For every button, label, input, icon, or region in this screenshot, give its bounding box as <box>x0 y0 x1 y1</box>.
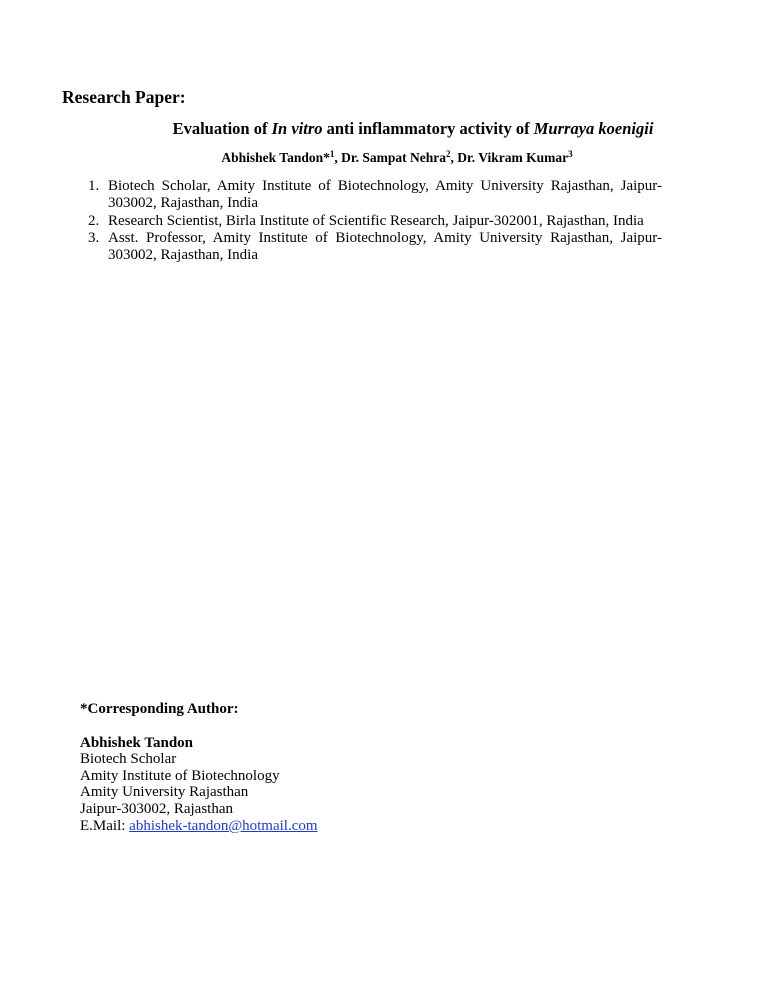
title-middle: anti inflammatory activity of <box>322 119 534 138</box>
author-separator: , <box>334 150 342 165</box>
affiliation-list <box>88 178 662 264</box>
author-list <box>0 149 768 167</box>
title-italic-species: Murraya koenigii <box>533 119 654 138</box>
paper-title-line <box>173 119 654 139</box>
email-label: E.Mail: <box>80 817 130 834</box>
corresponding-author-email-line <box>80 818 318 835</box>
paper-type-label: Research Paper: <box>62 87 186 107</box>
title-italic-in-vitro: In vitro <box>271 119 323 138</box>
affiliation-number: 3. <box>88 229 100 246</box>
affiliation-item <box>88 230 662 265</box>
title-prefix: Evaluation of <box>172 119 272 138</box>
author-separator: , <box>450 150 458 165</box>
corresponding-author-heading: *Corresponding Author: <box>80 701 239 717</box>
author-affiliation-mark: 1 <box>329 149 335 159</box>
author-affiliation-mark: 2 <box>445 149 451 159</box>
affiliation-number: 2. <box>88 212 100 229</box>
author-name: Dr. Sampat Nehra <box>341 150 446 165</box>
author-name: Abhishek Tandon* <box>221 150 330 165</box>
author-name: Dr. Vikram Kumar <box>457 150 569 165</box>
corresponding-author-role: Biotech Scholar <box>80 751 177 768</box>
affiliation-text: Biotech Scholar, Amity Institute of Biotechnology, Amity University Rajasthan, Jaipur-303002, Rajasthan, India <box>108 178 662 212</box>
corresponding-author-block <box>80 701 318 834</box>
author-list-line <box>221 149 572 167</box>
affiliation-text: Research Scientist, Birla Institute of Scientific Research, Jaipur-302001, Rajasthan, India <box>108 212 644 229</box>
affiliation-number: 1. <box>88 178 100 194</box>
affiliation-text: Asst. Professor, Amity Institute of Biotechnology, Amity University Rajasthan, Jaipur-303002, Rajasthan, India <box>108 229 662 264</box>
paper-title <box>0 119 768 139</box>
affiliation-item <box>88 178 662 213</box>
corresponding-author-university: Amity University Rajasthan <box>80 784 249 801</box>
corresponding-author-institute: Amity Institute of Biotechnology <box>80 767 280 784</box>
email-link[interactable]: abhishek-tandon@hotmail.com <box>129 817 318 834</box>
author-affiliation-mark: 3 <box>568 149 573 159</box>
affiliation-item <box>88 213 662 230</box>
corresponding-author-name: Abhishek Tandon <box>80 734 193 751</box>
corresponding-author-address: Jaipur-303002, Rajasthan <box>80 800 234 817</box>
